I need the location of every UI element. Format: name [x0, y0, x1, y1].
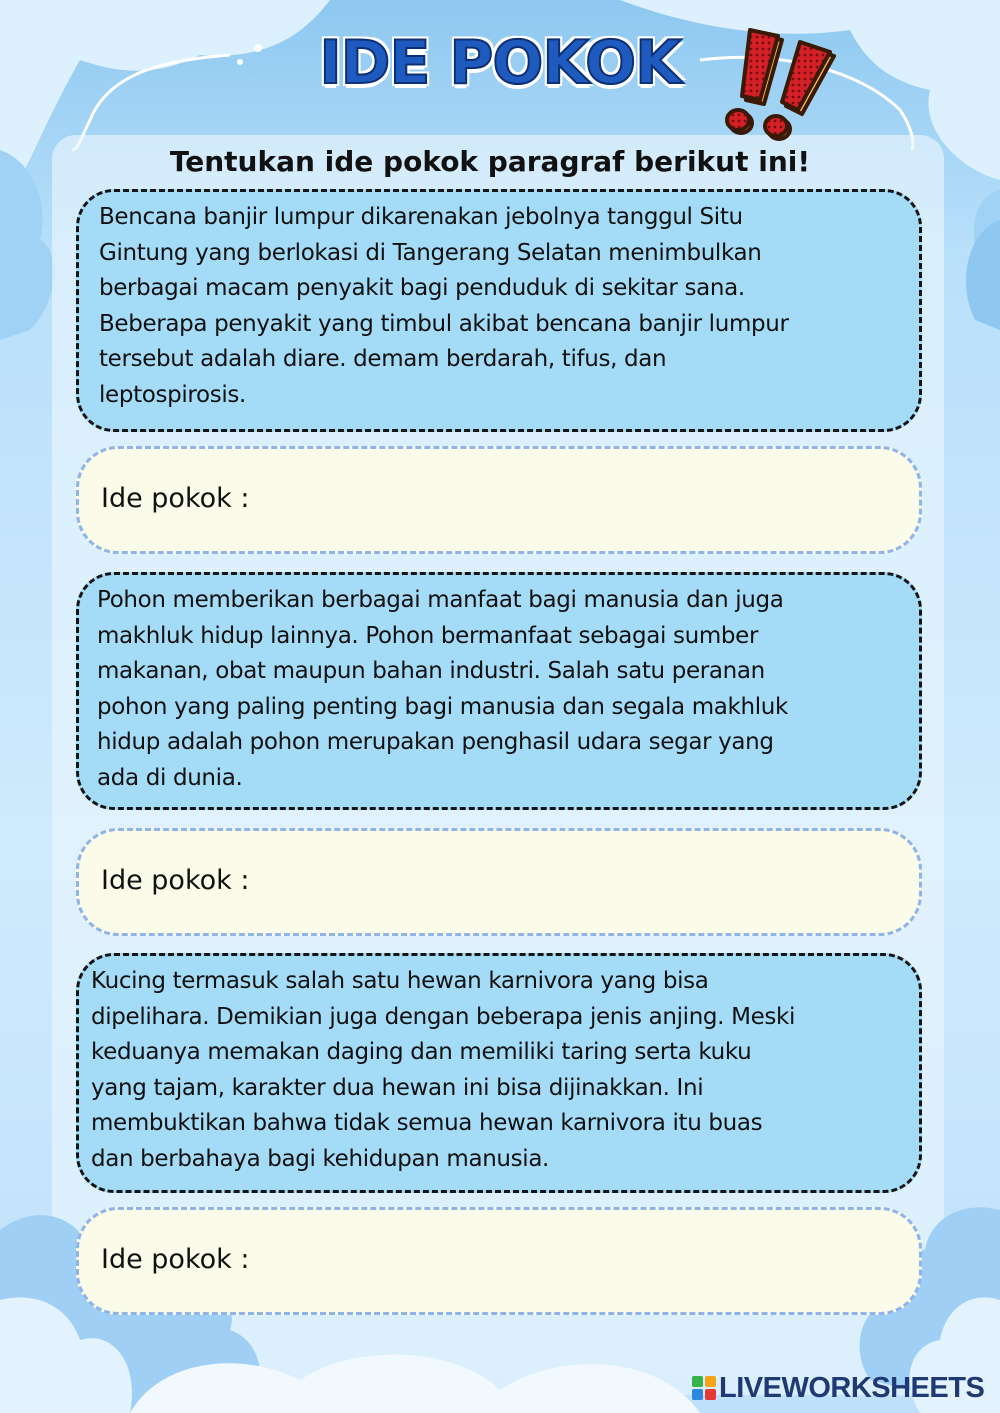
instruction-text: Tentukan ide pokok paragraf berikut ini!: [169, 145, 811, 178]
paragraph-line: hidup adalah pohon merupakan penghasil udara segar yang: [97, 729, 774, 755]
answer-label: Ide pokok :: [101, 483, 250, 514]
paragraph-line: yang tajam, karakter dua hewan ini bisa dijinakkan. Ini: [91, 1074, 704, 1101]
answer-box-3: [76, 1207, 922, 1315]
answer-input-3[interactable]: [269, 1234, 893, 1288]
answer-label: Ide pokok :: [101, 865, 250, 896]
paragraph-line: berbagai macam penyakit bagi penduduk di sekitar sana.: [99, 275, 745, 301]
paragraph-box-1: [76, 189, 922, 432]
paragraph-box-2: [76, 572, 922, 810]
page-title: IDE POKOK: [319, 28, 681, 98]
paragraph-line: makhluk hidup lainnya. Pohon bermanfaat sebagai sumber: [97, 622, 759, 649]
liveworksheets-wordmark: LIVEWORKSHEETS: [719, 1371, 985, 1404]
paragraph-line: dan berbahaya bagi kehidupan manusia.: [91, 1145, 550, 1172]
paragraph-line: keduanya memakan daging dan memiliki taring serta kuku: [91, 1039, 752, 1065]
liveworksheets-logo-icon: [692, 1376, 716, 1400]
answer-input-1[interactable]: [269, 473, 893, 527]
answer-box-1: [76, 446, 922, 554]
paragraph-line: pohon yang paling penting bagi manusia dan segala makhluk: [97, 693, 788, 720]
answer-input-2[interactable]: [269, 855, 893, 909]
liveworksheets-brand: [692, 1372, 984, 1404]
paragraph-line: makanan, obat maupun bahan industri. Salah satu peranan: [97, 658, 765, 684]
paragraph-line: Beberapa penyakit yang timbul akibat bencana banjir lumpur: [99, 310, 789, 337]
answer-box-2: [76, 828, 922, 936]
paragraph-box-3: [76, 953, 922, 1193]
answer-label: Ide pokok :: [101, 1244, 250, 1275]
paragraph-line: Bencana banjir lumpur dikarenakan jebolnya tanggul Situ: [99, 204, 743, 230]
paragraph-line: membuktikan bahwa tidak semua hewan karnivora itu buas: [91, 1110, 763, 1136]
exclamation-marks-icon: [712, 22, 842, 142]
paragraph-line: dipelihara. Demikian juga dengan beberapa jenis anjing. Meski: [91, 1003, 796, 1030]
paragraph-line: leptospirosis.: [99, 381, 246, 408]
paragraph-line: ada di dunia.: [97, 764, 243, 791]
paragraph-line: Gintung yang berlokasi di Tangerang Selatan menimbulkan: [99, 239, 762, 266]
paragraph-line: Pohon memberikan berbagai manfaat bagi manusia dan juga: [97, 587, 784, 613]
paragraph-line: tersebut adalah diare. demam berdarah, tifus, dan: [99, 346, 667, 372]
paragraph-line: Kucing termasuk salah satu hewan karnivora yang bisa: [91, 968, 709, 994]
